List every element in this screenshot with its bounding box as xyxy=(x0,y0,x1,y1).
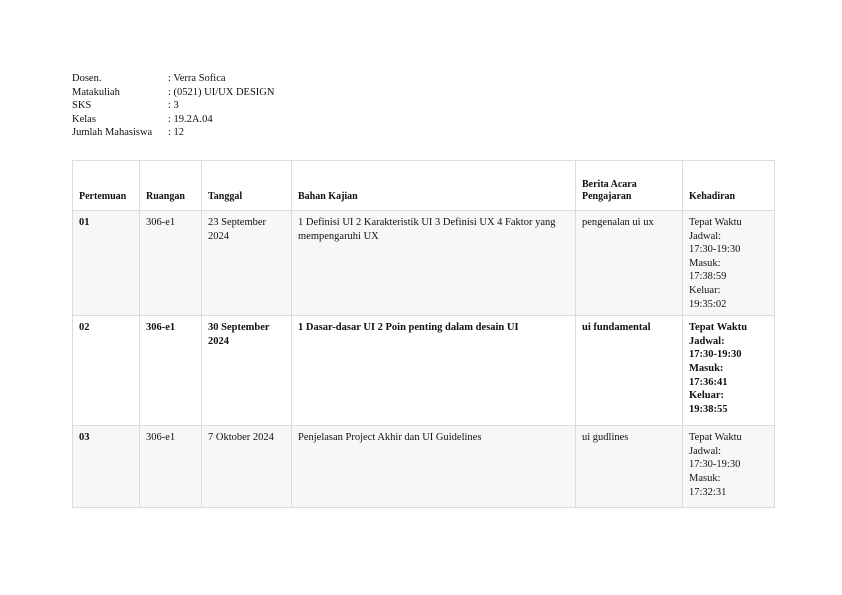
kehadiran-masuk-label: Masuk: xyxy=(689,257,721,269)
cell-tanggal: 30 September 2024 xyxy=(202,316,292,426)
cell-kehadiran xyxy=(683,316,775,426)
info-label-jumlah: Jumlah Mahasiswa xyxy=(72,127,153,138)
header-bahan-kajian: Bahan Kajian xyxy=(292,161,576,211)
attendance-table xyxy=(72,160,775,508)
info-row-dosen xyxy=(72,72,274,86)
info-row-sks xyxy=(72,99,274,113)
info-label-kelas: Kelas xyxy=(72,113,96,125)
kehadiran-status: Tepat Waktu xyxy=(689,432,742,444)
cell-berita-acara: ui gudlines xyxy=(576,426,683,508)
info-row-jumlah xyxy=(72,126,274,140)
header-berita-line-1: Berita Acara xyxy=(582,179,637,190)
table-row xyxy=(73,211,775,316)
header-berita-line-2: Pengajaran xyxy=(582,191,632,202)
cell-pertemuan: 02 xyxy=(73,316,140,426)
info-value-dosen: : Verra Sofica xyxy=(168,73,226,84)
cell-berita-acara: ui fundamental xyxy=(576,316,683,426)
cell-tanggal: 7 Oktober 2024 xyxy=(202,426,292,508)
cell-berita-acara: pengenalan ui ux xyxy=(576,211,683,316)
cell-kehadiran xyxy=(683,211,775,316)
info-label-sks: SKS xyxy=(72,100,92,111)
header-ruangan: Ruangan xyxy=(140,161,202,211)
header-kehadiran: Kehadiran xyxy=(683,161,775,211)
header-pertemuan: Pertemuan xyxy=(73,161,140,211)
kehadiran-keluar: 19:35:02 xyxy=(689,298,727,310)
cell-ruangan: 306-e1 xyxy=(140,211,202,316)
kehadiran-jadwal: 17:30-19:30 xyxy=(689,459,741,471)
info-value-matakuliah: : (0521) UI/UX DESIGN xyxy=(168,86,275,98)
kehadiran-jadwal-label: Jadwal: xyxy=(689,445,722,457)
kehadiran-masuk: 17:32:31 xyxy=(689,486,727,498)
info-value-kelas: : 19.2A.04 xyxy=(168,113,213,125)
cell-ruangan: 306-e1 xyxy=(140,426,202,508)
info-row-matakuliah xyxy=(72,86,274,100)
cell-bahan-kajian: 1 Definisi UI 2 Karakteristik UI 3 Definisi UX 4 Faktor yang mempengaruhi UX xyxy=(292,211,576,316)
kehadiran-keluar-label: Keluar: xyxy=(689,390,724,402)
cell-kehadiran xyxy=(683,426,775,508)
kehadiran-masuk-label: Masuk: xyxy=(689,362,724,374)
kehadiran-keluar-label: Keluar: xyxy=(689,284,721,296)
kehadiran-status: Tepat Waktu xyxy=(689,217,742,228)
kehadiran-jadwal-label: Jadwal: xyxy=(689,335,725,347)
kehadiran-masuk: 17:36:41 xyxy=(689,376,728,388)
kehadiran-jadwal: 17:30-19:30 xyxy=(689,244,741,256)
table-row xyxy=(73,316,775,426)
table-header-row xyxy=(73,161,775,211)
course-info xyxy=(72,72,274,140)
table-row xyxy=(73,426,775,508)
cell-pertemuan: 03 xyxy=(73,426,140,508)
cell-bahan-kajian: 1 Dasar-dasar UI 2 Poin penting dalam desain UI xyxy=(292,316,576,426)
header-berita-acara xyxy=(576,161,683,211)
cell-bahan-kajian: Penjelasan Project Akhir dan UI Guidelines xyxy=(292,426,576,508)
kehadiran-jadwal-label: Jadwal: xyxy=(689,230,722,242)
info-value-jumlah: : 12 xyxy=(168,127,185,138)
kehadiran-masuk: 17:38:59 xyxy=(689,271,727,283)
header-tanggal: Tanggal xyxy=(202,161,292,211)
kehadiran-masuk-label: Masuk: xyxy=(689,472,721,484)
info-label-dosen: Dosen. xyxy=(72,73,102,84)
cell-ruangan: 306-e1 xyxy=(140,316,202,426)
info-value-sks: : 3 xyxy=(168,100,179,111)
kehadiran-keluar: 19:38:55 xyxy=(689,403,728,415)
cell-tanggal: 23 September 2024 xyxy=(202,211,292,316)
kehadiran-jadwal: 17:30-19:30 xyxy=(689,349,742,361)
kehadiran-status: Tepat Waktu xyxy=(689,322,748,334)
cell-pertemuan: 01 xyxy=(73,211,140,316)
info-row-kelas xyxy=(72,113,274,127)
info-label-matakuliah: Matakuliah xyxy=(72,86,120,98)
